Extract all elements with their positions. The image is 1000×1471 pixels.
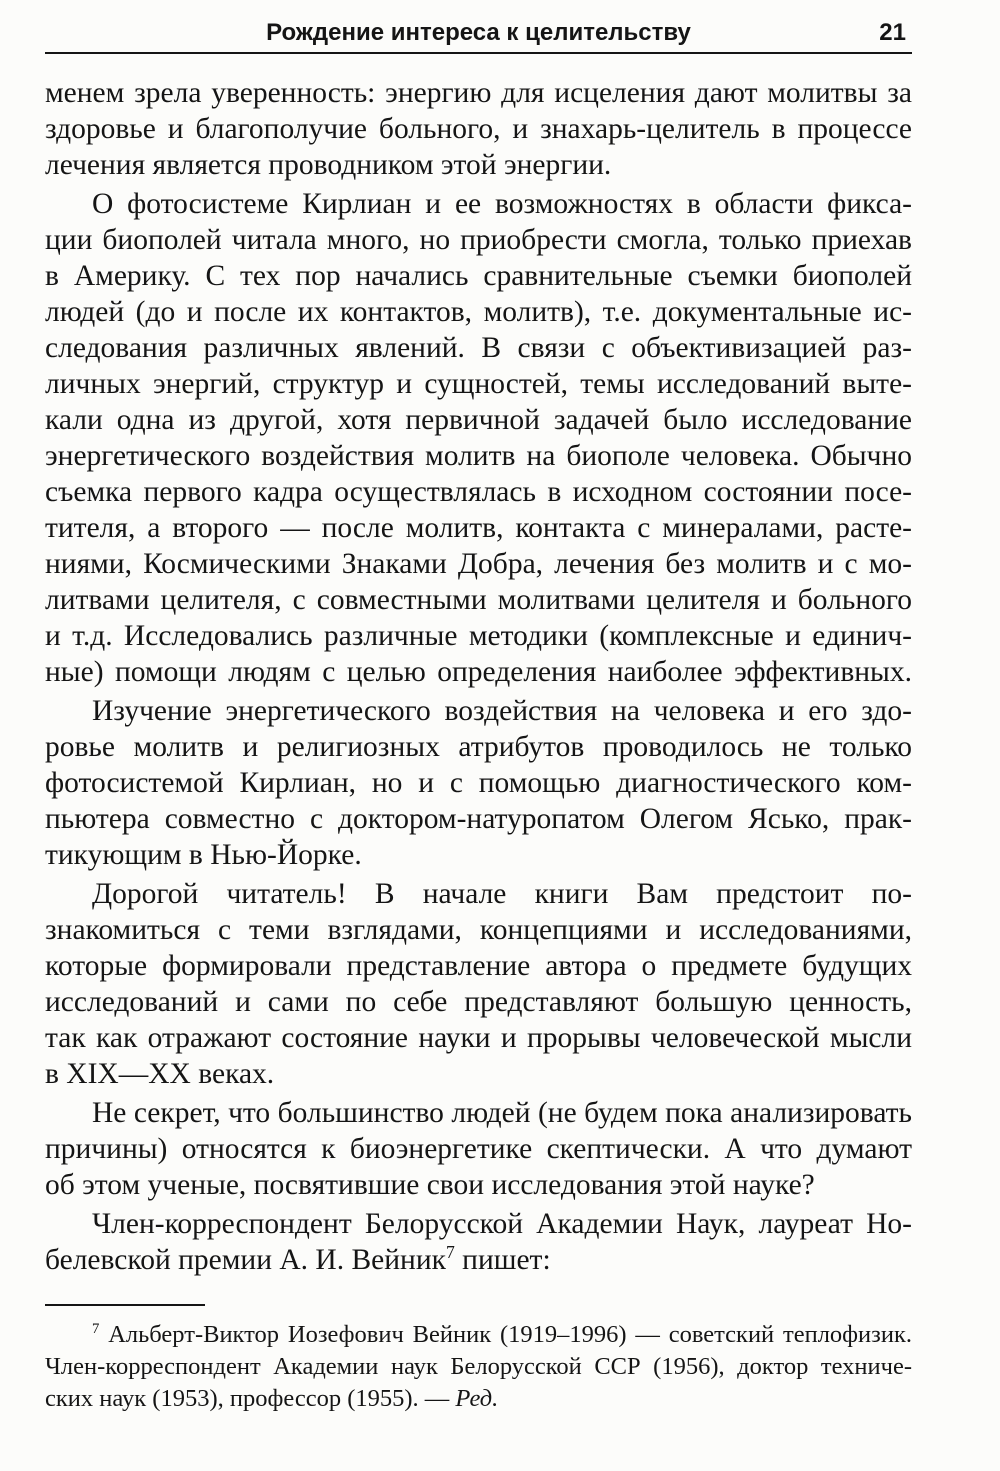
paragraph (45, 1095, 912, 1203)
text-line: в Америку. С тех пор начались сравнительные съемки биополей (45, 260, 912, 292)
text-line: Дорогой читатель! В начале книги Вам предстоит по- (92, 878, 912, 910)
text-line-with-footnote-ref (45, 1242, 912, 1278)
text-line: О фотосистеме Кирлиан и ее возможностях в области фикса- (92, 188, 912, 220)
footnote-marker: 7 (92, 1320, 100, 1337)
text-line: ные) помощи людям с целью определения наиболее эффективных. (45, 656, 912, 688)
text-fragment: белевской премии А. И. Вейник (45, 1244, 446, 1276)
running-title: Рождение интереса к целительству (266, 19, 691, 46)
footnote-line: Член-корреспондент Академии наук Белорусской ССР (1956), доктор техниче- (45, 1353, 912, 1380)
text-line: которые формировали представление автора о предмете будущих (45, 950, 912, 982)
footnote-line (45, 1383, 912, 1415)
text-line: в XIX—XX веках. (45, 1058, 275, 1090)
text-line: тителя, а второго — после молитв, контакта с минералами, расте- (45, 512, 912, 544)
text-line: здоровье и благополучие больного, и знахарь-целитель в процессе (45, 113, 912, 145)
text-line: ровье молитв и религиозных атрибутов проводилось не только (45, 731, 912, 763)
page-number: 21 (879, 19, 906, 46)
text-line: лечения является проводником этой энергии. (45, 149, 612, 181)
paragraph (45, 1206, 912, 1278)
text-fragment: Альберт-Виктор Иозефович Вейник (1919–1996) — советский теплофизик. (99, 1321, 912, 1348)
paragraph (45, 876, 912, 1092)
footnote (45, 1319, 912, 1415)
text-line: тикующим в Нью-Йорке. (45, 839, 362, 871)
text-line: кали одна из другой, хотя первичной задачей было исследование (45, 404, 912, 436)
body-text (45, 75, 912, 1278)
text-line: личных энергий, структур и сущностей, темы исследований выте- (45, 368, 912, 400)
editor-abbreviation: Ред. (455, 1385, 499, 1412)
text-line: Изучение энергетического воздействия на человека и его здо- (92, 695, 912, 727)
paragraph (45, 186, 912, 690)
footnote-rule (45, 1304, 205, 1306)
text-fragment: ских наук (1953), профессор (1955). — (45, 1385, 456, 1412)
footnote-line (45, 1319, 912, 1351)
text-line: съемка первого кадра осуществлялась в исходном состоянии посе- (45, 476, 912, 508)
text-line: следования различных явлений. В связи с объективизацией раз- (45, 332, 912, 364)
text-line: Не секрет, что большинство людей (не будем пока анализировать (92, 1097, 912, 1129)
text-line: Член-корреспондент Белорусской Академии Наук, лауреат Но- (92, 1208, 912, 1240)
text-line: исследований и сами по себе представляют большую ценность, (45, 986, 912, 1018)
text-fragment: пишет: (454, 1244, 551, 1276)
text-line: знакомиться с теми взглядами, концепциями и исследованиями, (45, 914, 912, 946)
text-line: пьютера совместно с доктором-натуропатом Олегом Ясько, прак- (45, 803, 912, 835)
running-header (45, 16, 912, 50)
paragraph (45, 693, 912, 873)
text-line: менем зрела уверенность: энергию для исцеления дают молитвы за (45, 77, 912, 109)
paragraph (45, 75, 912, 183)
text-line: людей (до и после их контактов, молитв), т.е. документальные ис- (45, 296, 912, 328)
text-line: фотосистемой Кирлиан, но и с помощью диагностического ком- (45, 767, 912, 799)
text-line: ции биополей читала много, но приобрести смогла, только приехав (45, 224, 912, 256)
footnote-reference: 7 (445, 1242, 455, 1263)
text-line: причины) относятся к биоэнергетике скептически. А что думают (45, 1133, 912, 1165)
header-rule (45, 52, 912, 54)
text-line: энергетического воздействия молитв на биополе человека. Обычно (45, 440, 912, 472)
text-line: об этом ученые, посвятившие свои исследования этой науке? (45, 1169, 815, 1201)
text-line: литвами целителя, с совместными молитвами целителя и больного (45, 584, 912, 616)
text-line: и т.д. Исследовались различные методики (комплексные и единич- (45, 620, 912, 652)
text-line: ниями, Космическими Знаками Добра, лечения без молитв и с мо- (45, 548, 912, 580)
text-line: так как отражают состояние науки и прорывы человеческой мысли (45, 1022, 912, 1054)
